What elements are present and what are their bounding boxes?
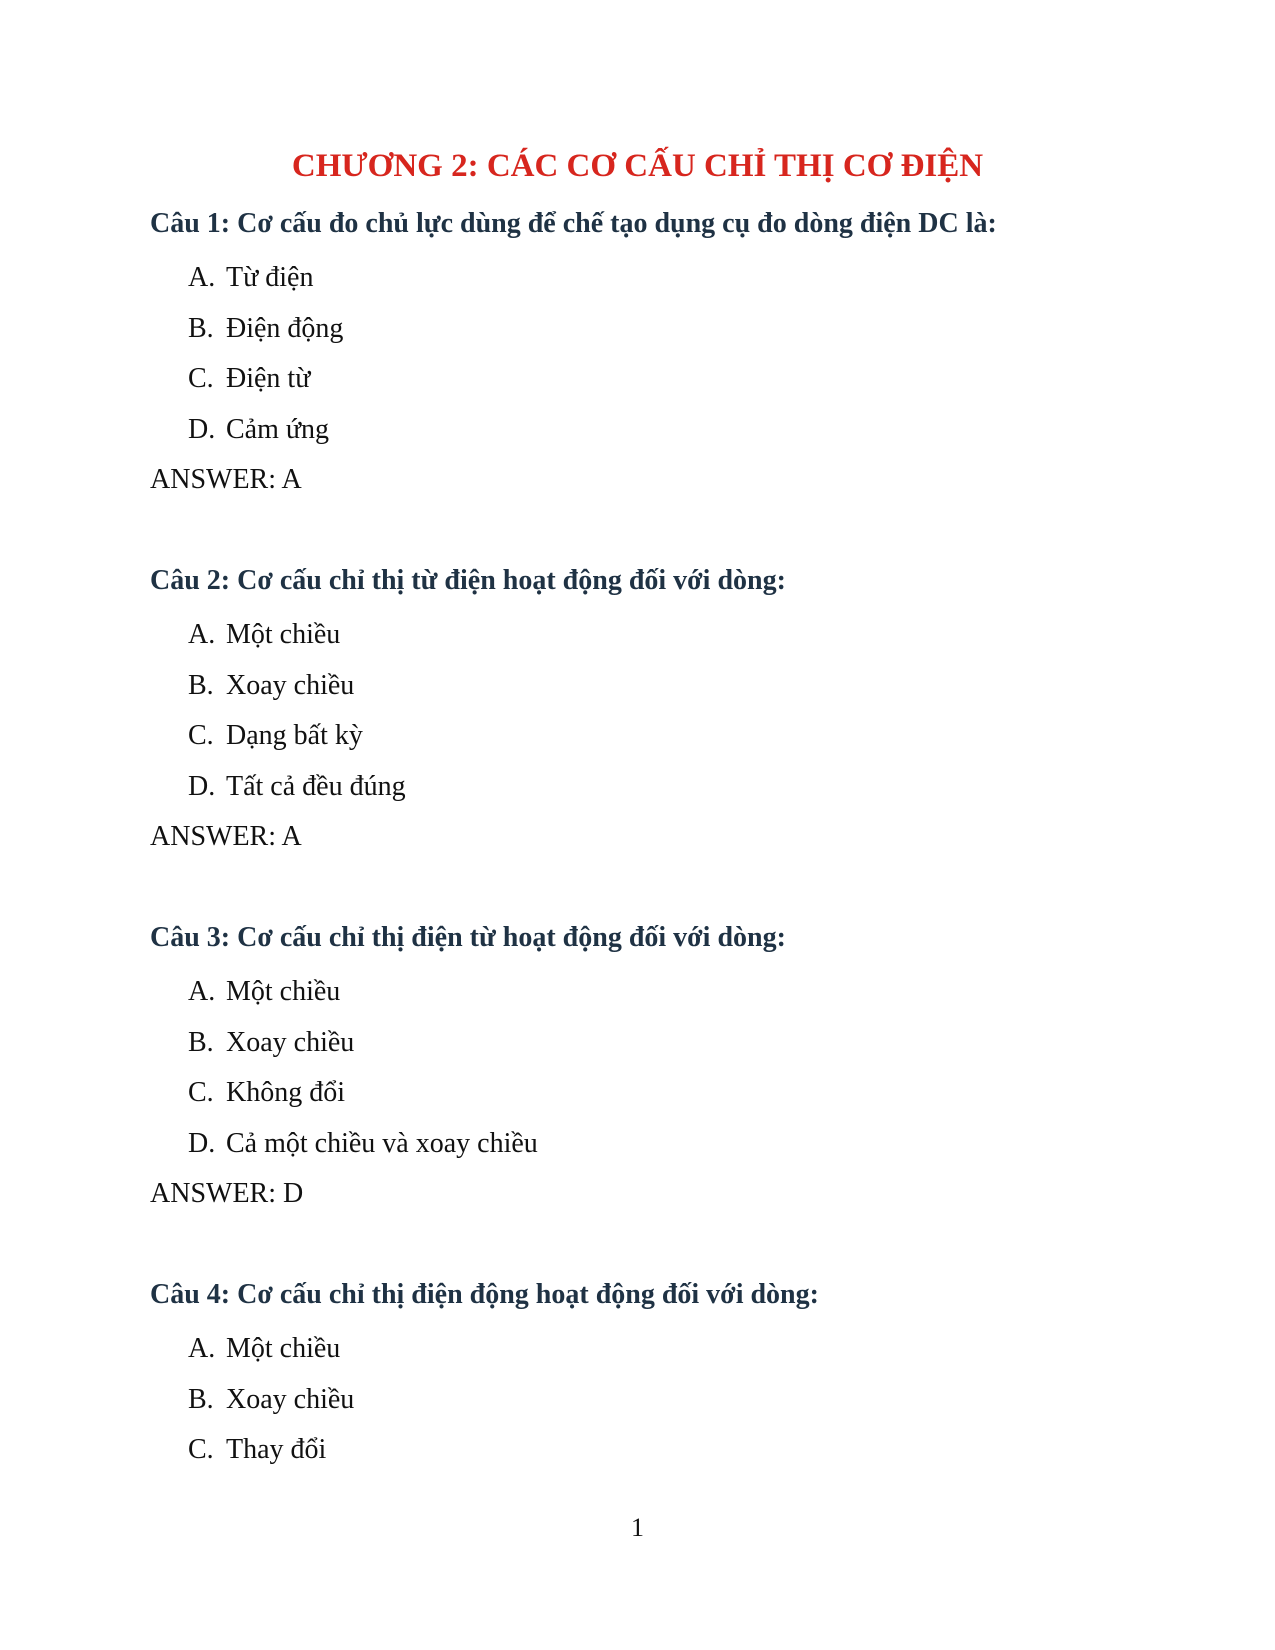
option-text: Một chiều [226,619,341,650]
page-number: 1 [631,1513,644,1542]
option-letter: D. [188,413,216,445]
page-title: CHƯƠNG 2: CÁC CƠ CẤU CHỈ THỊ CƠ ĐIỆN [291,148,984,184]
option-text: Một chiều [226,976,341,1007]
option-d [150,1126,1200,1162]
option-letter: B. [188,1026,214,1058]
option-c [150,1075,1200,1111]
answer-line: ANSWER: D [150,1178,304,1209]
option-text: Cả một chiều và xoay chiều [226,1127,538,1159]
option-letter: C. [188,720,214,751]
option-text: Dạng bất kỳ [226,720,363,751]
option-b [150,1382,1200,1418]
option-letter: B. [188,312,214,344]
option-text: Không đổi [226,1077,345,1108]
option-letter: D. [188,1127,216,1159]
option-letter: A. [188,262,216,293]
question-text: Câu 2: Cơ cấu chỉ thị từ điện hoạt động đối với dòng: [150,565,786,596]
option-a [150,617,1200,653]
question-text: Câu 4: Cơ cấu chỉ thị điện động hoạt động đối với dòng: [150,1279,819,1310]
option-text: Xoay chiều [226,669,355,701]
option-a [150,1331,1200,1367]
option-text: Điện động [226,312,344,344]
question-text: Câu 3: Cơ cấu chỉ thị điện từ hoạt động đối với dòng: [150,922,786,953]
question-3 [150,920,1200,1212]
option-text: Xoay chiều [226,1026,355,1058]
option-c [150,361,1200,397]
option-letter: B. [188,669,214,701]
option-letter: A. [188,976,216,1007]
option-b [150,668,1200,704]
option-letter: D. [188,770,216,802]
option-letter: C. [188,1434,214,1465]
option-letter: A. [188,1333,216,1364]
option-list [150,974,1200,1162]
question-text: Câu 1: Cơ cấu đo chủ lực dùng để chế tạo dụng cụ đo dòng điện DC là: [150,208,997,239]
option-c [150,1432,1200,1468]
option-list [150,617,1200,805]
option-a [150,974,1200,1010]
question-4 [150,1277,1200,1468]
option-text: Tất cả đều đúng [226,770,406,802]
answer-line: ANSWER: A [150,464,302,495]
question-1 [150,206,1200,498]
option-b [150,1025,1200,1061]
answer-line: ANSWER: A [150,821,302,852]
option-letter: A. [188,619,216,650]
question-2 [150,563,1200,855]
option-list [150,260,1200,448]
option-text: Từ điện [226,262,314,293]
option-a [150,260,1200,296]
option-text: Cảm ứng [226,413,330,445]
option-d [150,412,1200,448]
option-letter: C. [188,1077,214,1108]
option-d [150,769,1200,805]
option-text: Một chiều [226,1333,341,1364]
option-text: Điện từ [226,363,311,394]
option-letter: C. [188,363,214,394]
option-c [150,718,1200,754]
option-text: Thay đổi [226,1434,327,1465]
option-letter: B. [188,1383,214,1415]
option-text: Xoay chiều [226,1383,355,1415]
option-list [150,1331,1200,1468]
option-b [150,311,1200,347]
